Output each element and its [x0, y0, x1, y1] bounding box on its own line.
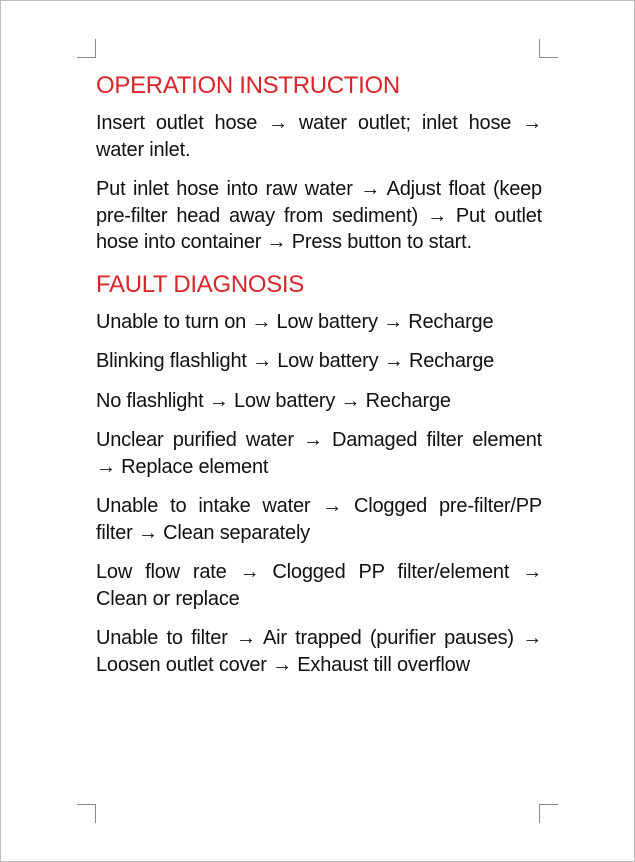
crop-mark-bottom-right	[539, 804, 558, 823]
operation-step-2: Put inlet hose into raw water → Adjust float (keep pre-filter head away from sediment) → Put outlet hose into container → Press button to start.	[96, 178, 542, 253]
fault-item-unable-to-turn-on: Unable to turn on → Low battery → Recharge	[96, 310, 494, 333]
crop-mark-bottom-left	[77, 804, 96, 823]
fault-diagnosis-heading: FAULT DIAGNOSIS	[96, 270, 304, 298]
fault-item-blinking-flashlight: Blinking flashlight → Low battery → Recharge	[96, 350, 495, 372]
document-body	[96, 70, 542, 691]
crop-mark-top-left	[77, 39, 96, 58]
operation-instruction-heading: OPERATION INSTRUCTION	[96, 72, 400, 99]
crop-mark-top-right	[539, 39, 558, 58]
fault-item-unclear-water: Unclear purified water → Damaged filter element → Replace element	[96, 429, 542, 478]
operation-step-1: Insert outlet hose → water outlet; inlet hose → water inlet.	[96, 112, 542, 161]
fault-item-unable-to-intake: Unable to intake water → Clogged pre-filter/PP filter → Clean separately	[96, 495, 542, 544]
fault-item-low-flow-rate: Low flow rate → Clogged PP filter/element → Clean or replace	[96, 561, 542, 610]
fault-item-no-flashlight: No flashlight → Low battery → Recharge	[96, 389, 451, 412]
fault-item-unable-to-filter: Unable to filter → Air trapped (purifier pauses) → Loosen outlet cover → Exhaust till overflow	[96, 627, 542, 676]
